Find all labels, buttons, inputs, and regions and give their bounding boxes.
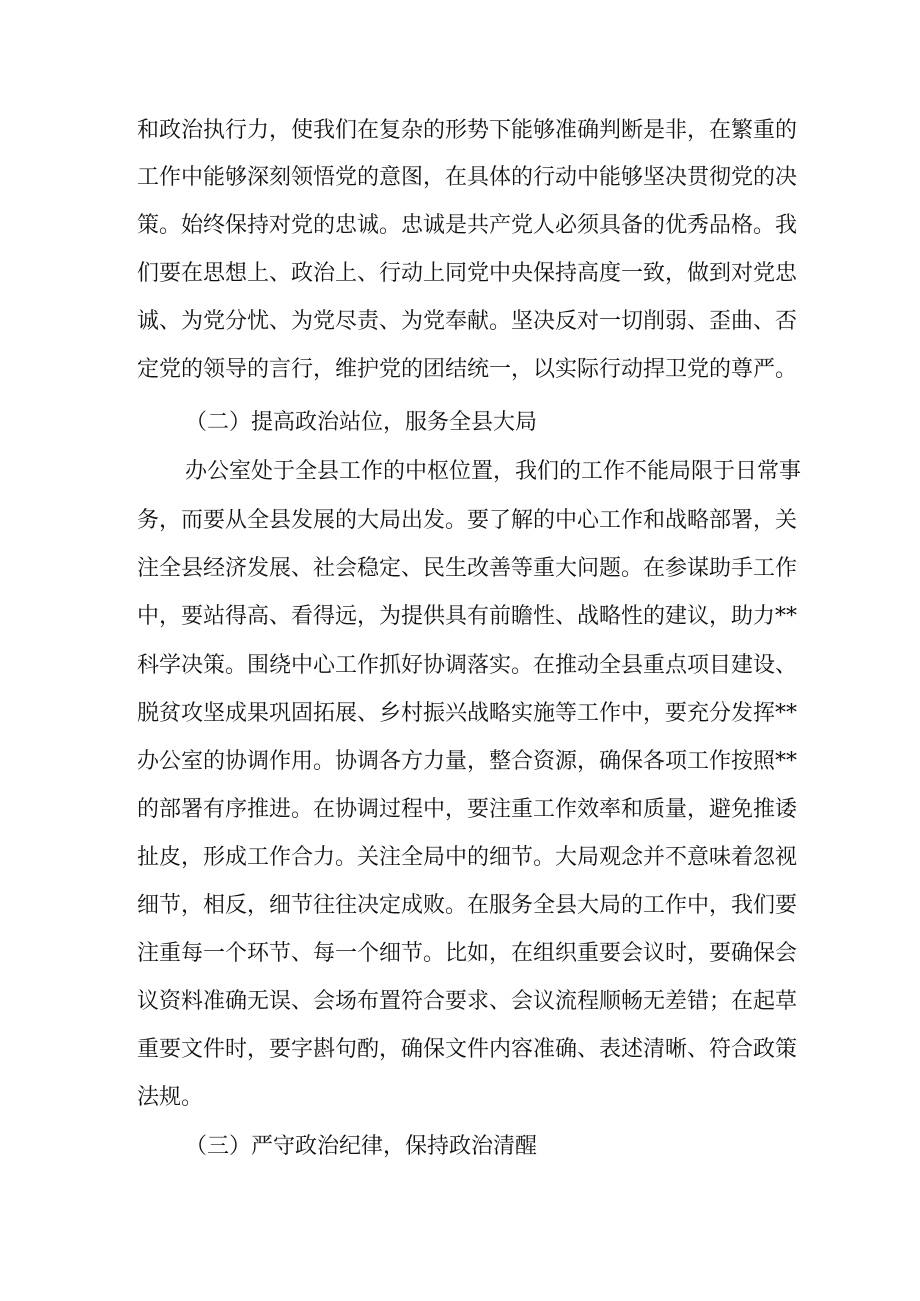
paragraph-line: 和政治执行力，使我们在复杂的形势下能够准确判断是非，在繁重的 (137, 118, 798, 143)
paragraph-line: 注全县经济发展、社会稳定、民生改善等重大问题。在参谋助手工作 (137, 556, 798, 581)
paragraph-line: 注重每一个环节、每一个细节。比如，在组织重要会议时，要确保会 (137, 941, 798, 966)
paragraph-line: 的部署有序推进。在协调过程中，要注重工作效率和质量，避免推诿 (137, 797, 798, 822)
paragraph-line: 议资料准确无误、会场布置符合要求、会议流程顺畅无差错；在起草 (137, 989, 798, 1014)
paragraph-line: 定党的领导的言行，维护党的团结统一，以实际行动捍卫党的尊严。 (137, 357, 798, 382)
paragraph-line: 策。始终保持对党的忠诚。忠诚是共产党人必须具备的优秀品格。我 (137, 213, 798, 238)
paragraph-line: 务，而要从全县发展的大局出发。要了解的中心工作和战略部署，关 (137, 508, 798, 533)
paragraph-line: 扯皮，形成工作合力。关注全局中的细节。大局观念并不意味着忽视 (137, 845, 798, 870)
paragraph-line: 细节，相反，细节往往决定成败。在服务全县大局的工作中，我们要 (137, 893, 798, 918)
paragraph-line: 工作中能够深刻领悟党的意图，在具体的行动中能够坚决贯彻党的决 (137, 165, 798, 190)
paragraph-line: 中，要站得高、看得远，为提供具有前瞻性、战略性的建议，助力** (137, 604, 798, 629)
section-heading: （二）提高政治站位，服务全县大局 (185, 410, 538, 435)
paragraph-line: 科学决策。围绕中心工作抓好协调落实。在推动全县重点项目建设、 (137, 653, 798, 678)
paragraph-line: 诚、为党分忧、为党尽责、为党奉献。坚决反对一切削弱、歪曲、否 (137, 309, 798, 334)
section-heading: （三）严守政治纪律，保持政治清醒 (185, 1134, 538, 1159)
paragraph-line: 脱贫攻坚成果巩固拓展、乡村振兴战略实施等工作中，要充分发挥** (137, 701, 798, 726)
paragraph-line: 办公室的协调作用。协调各方力量，整合资源，确保各项工作按照** (137, 749, 798, 774)
paragraph-line: 重要文件时，要字斟句酌，确保文件内容准确、表述清晰、符合政策 (137, 1037, 798, 1062)
paragraph-line: 们要在思想上、政治上、行动上同党中央保持高度一致，做到对党忠 (137, 261, 798, 286)
paragraph-line: 法规。 (137, 1085, 204, 1110)
paragraph-line: 办公室处于全县工作的中枢位置，我们的工作不能局限于日常事 (185, 459, 802, 484)
